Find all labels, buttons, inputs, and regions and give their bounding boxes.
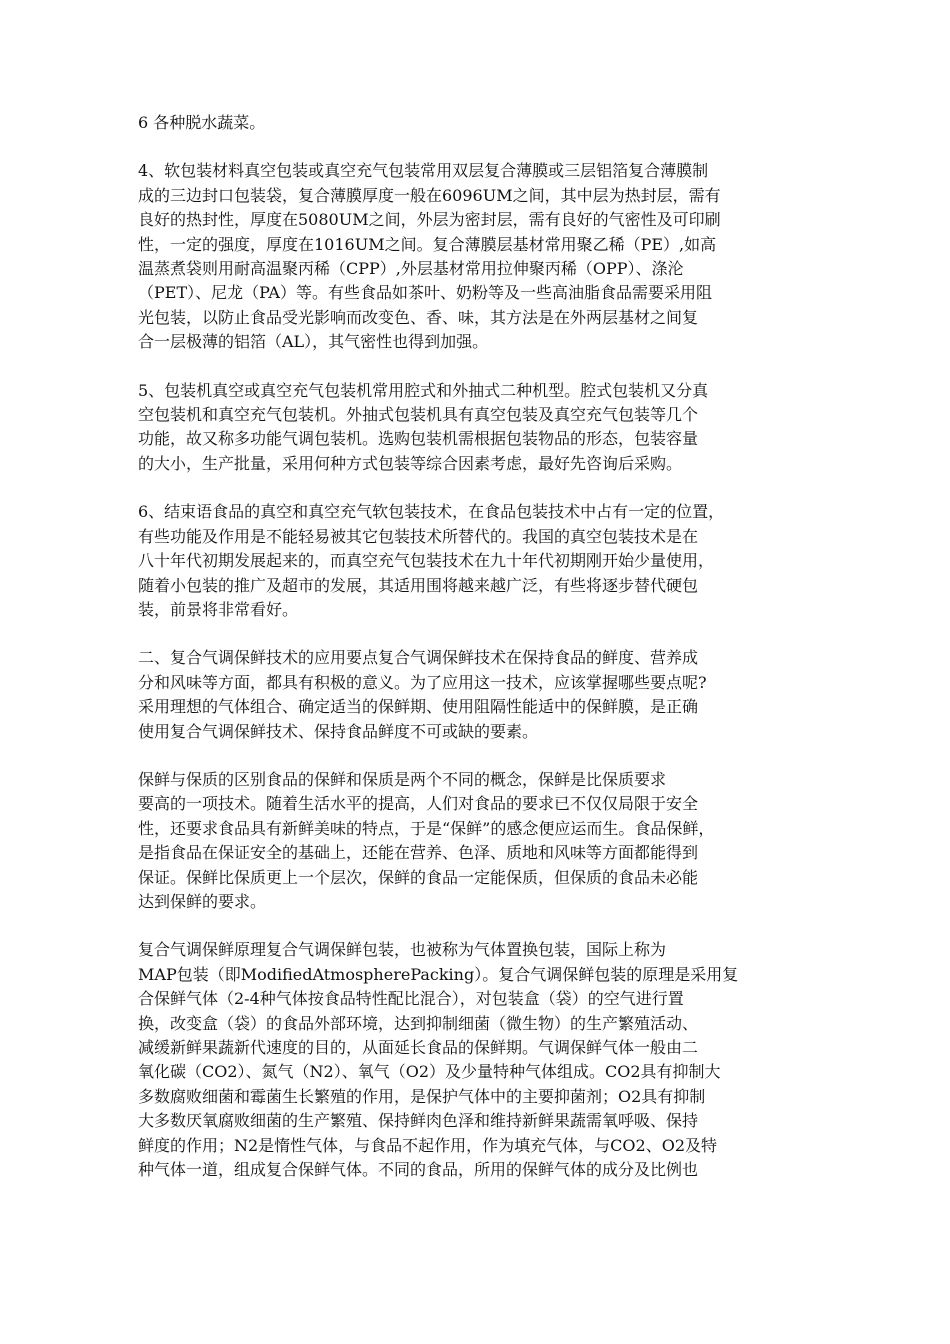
text-line: 良好的热封性，厚度在5080UM之间，外层为密封层，需有良好的气密性及可印刷 — [138, 210, 721, 230]
text-line: 复合气调保鲜原理复合气调保鲜包装，也被称为气体置换包装，国际上称为 — [138, 940, 667, 960]
text-line: 4、软包装材料真空包装或真空充气包装常用双层复合薄膜或三层铝箔复合薄膜制 — [138, 161, 709, 181]
text-line: 是指食品在保证安全的基础上，还能在营养、色泽、质地和风味等方面都能得到 — [138, 843, 699, 863]
text-line: 合保鲜气体（2-4种气体按食品特性配比混合），对包装盒（袋）的空气进行置 — [138, 989, 684, 1009]
text-line: 装，前景将非常看好。 — [138, 599, 299, 619]
text-line: 光包装，以防止食品受光影响而改变色、香、味，其方法是在外两层基材之间复 — [138, 307, 699, 327]
text-line: （PET）、尼龙（PA）等。有些食品如茶叶、奶粉等及一些高油脂食品需要采用阻 — [138, 283, 712, 303]
paragraph-packaging-materials — [138, 159, 828, 354]
paragraph-dehydrated-vegetables — [138, 111, 828, 135]
text-line: 达到保鲜的要求。 — [138, 891, 267, 911]
text-line: 要高的一项技术。随着生活水平的提高，人们对食品的要求已不仅仅局限于安全 — [138, 794, 699, 814]
paragraph-packaging-machines — [138, 379, 828, 477]
text-line: 种气体一道，组成复合保鲜气体。不同的食品，所用的保鲜气体的成分及比例也 — [138, 1160, 699, 1180]
text-line: 鲜度的作用；N2是惰性气体，与食品不起作用，作为填充气体，与CO2、O2及特 — [138, 1135, 718, 1155]
text-line: 5、包装机真空或真空充气包装机常用腔式和外抽式二种机型。腔式包装机又分真 — [138, 380, 709, 400]
text-line: 6 各种脱水蔬菜。 — [138, 113, 266, 132]
text-line: 分和风味等方面，都具有积极的意义。为了应用这一技术，应该掌握哪些要点呢? — [138, 672, 707, 692]
paragraph-map-principle — [138, 938, 828, 1182]
paragraph-map-key-points — [138, 646, 828, 744]
text-line: 二、复合气调保鲜技术的应用要点复合气调保鲜技术在保持食品的鲜度、营养成 — [138, 648, 699, 668]
text-line: 大多数厌氧腐败细菌的生产繁殖、保持鲜肉色泽和维持新鲜果蔬需氧呼吸、保持 — [138, 1111, 699, 1131]
text-line: 氧化碳（CO2）、氮气（N2）、氧气（O2）及少量特种气体组成。CO2具有抑制大 — [138, 1062, 721, 1082]
text-line: 的大小，生产批量，采用何种方式包装等综合因素考虑，最好先咨询后采购。 — [138, 453, 683, 473]
text-line: MAP包装（即ModifiedAtmospherePacking）。复合气调保鲜包装的原理是采用复 — [138, 964, 739, 984]
text-line: 有些功能及作用是不能轻易被其它包装技术所替代的。我国的真空包装技术是在 — [138, 526, 699, 546]
text-line: 换，改变盒（袋）的食品外部环境，达到抑制细菌（微生物）的生产繁殖活动、 — [138, 1013, 699, 1033]
text-line: 减缓新鲜果蔬新代速度的目的，从面延长食品的保鲜期。气调保鲜气体一般由二 — [138, 1038, 699, 1057]
text-line: 保鲜与保质的区别食品的保鲜和保质是两个不同的概念，保鲜是比保质要求 — [138, 769, 667, 789]
text-line: 6、结束语食品的真空和真空充气软包装技术，在食品包装技术中占有一定的位置， — [138, 502, 725, 522]
text-line: 温蒸煮袋则用耐高温聚丙稀（CPP）,外层基材常用拉伸聚丙稀（OPP）、涤沦 — [138, 259, 684, 279]
paragraph-conclusion — [138, 500, 828, 622]
text-line: 空包装机和真空充气包装机。外抽式包装机具有真空包装及真空充气包装等几个 — [138, 405, 699, 425]
text-line: 合一层极薄的铝箔（AL），其气密性也得到加强。 — [138, 332, 489, 352]
text-line: 八十年代初期发展起来的，而真空充气包装技术在九十年代初期刚开始少量使用， — [138, 551, 715, 571]
text-line: 功能，故又称多功能气调包装机。选购包装机需根据包装物品的形态，包装容量 — [138, 429, 699, 449]
text-line: 采用理想的气体组合、确定适当的保鲜期、使用阻隔性能适中的保鲜膜，是正确 — [138, 697, 699, 717]
paragraph-freshness-vs-quality — [138, 768, 828, 914]
text-line: 保证。保鲜比保质更上一个层次，保鲜的食品一定能保质，但保质的食品未必能 — [138, 867, 699, 887]
text-line: 多数腐败细菌和霉菌生长繁殖的作用，是保护气体中的主要抑菌剂；O2具有抑制 — [138, 1086, 706, 1106]
text-line: 随着小包装的推广及超市的发展，其适用围将越来越广泛，有些将逐步替代硬包 — [138, 575, 699, 595]
text-line: 成的三边封口包装袋，复合薄膜厚度一般在6096UM之间，其中层为热封层，需有 — [138, 185, 721, 205]
text-line: 性，还要求食品具有新鲜美味的特点，于是“保鲜”的感念便应运而生。食品保鲜， — [138, 818, 715, 838]
text-line: 使用复合气调保鲜技术、保持食品鲜度不可或缺的要素。 — [138, 721, 539, 741]
text-line: 性，一定的强度，厚度在1016UM之间。复合薄膜层基材常用聚乙稀（PE）,如高 — [138, 234, 717, 254]
